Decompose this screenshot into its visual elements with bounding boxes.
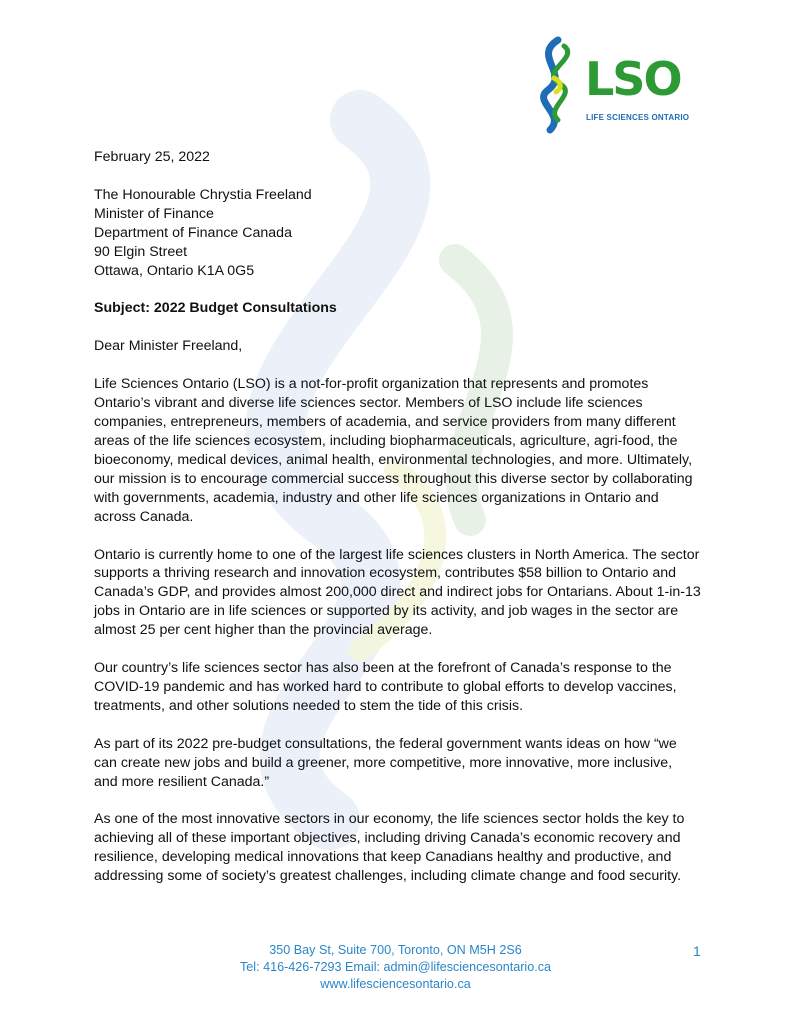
text-line: across Canada. — [94, 508, 194, 525]
text-line: supports a thriving research and innovation ecosystem, contributes $58 billion to Ontario and — [94, 565, 677, 582]
logo-wordmark: LSO — [585, 52, 681, 106]
footer-contact: Tel: 416-426-7293 Email: admin@lifesciencesontario.ca — [240, 960, 551, 974]
text-line: As one of the most innovative sectors in our economy, the life sciences sector holds the key to — [94, 811, 685, 828]
text-line: jobs in Ontario are in life sciences or supported by its activity, and job wages in the sector are — [94, 603, 679, 620]
text-line: can create new jobs and build a greener, more competitive, more innovative, more inclusive, — [94, 754, 673, 771]
text-line: Ontario is currently home to one of the largest life sciences clusters in North America. The sector — [94, 546, 700, 563]
text-line: and more resilient Canada.” — [94, 773, 270, 790]
recipient-line: Minister of Finance — [94, 205, 214, 222]
text-line: resilience, developing medical innovations that keep Canadians healthy and productive, and — [94, 849, 672, 866]
paragraph-ontario-cluster — [94, 546, 706, 641]
paragraph-covid-response — [94, 659, 706, 716]
paragraph-consultations — [94, 735, 706, 792]
paragraph-about-lso — [94, 375, 706, 526]
text-line: Our country’s life sciences sector has also been at the forefront of Canada’s response to the — [94, 660, 672, 677]
text-line: Life Sciences Ontario (LSO) is a not-for-profit organization that represents and promotes — [94, 376, 649, 393]
logo-tagline: LIFE SCIENCES ONTARIO — [586, 113, 690, 122]
text-line: Canada’s GDP, and provides almost 200,000 direct and indirect jobs for Ontarians. About 1-in-13 — [94, 584, 701, 601]
text-line: treatments, and other solutions needed to stem the tide of this crisis. — [94, 697, 524, 714]
subject-line: Subject: 2022 Budget Consultations — [94, 300, 337, 317]
letter-date: February 25, 2022 — [94, 149, 210, 165]
text-line: our mission is to encourage commercial success throughout this diverse sector by collaborating — [94, 470, 693, 487]
text-line: As part of its 2022 pre-budget consultations, the federal government wants ideas on how “we — [94, 735, 677, 752]
page-number: 1 — [693, 943, 701, 959]
recipient-line: 90 Elgin Street — [94, 243, 188, 260]
text-line: with governments, academia, industry and other life sciences organizations in Ontario and — [94, 489, 659, 506]
text-line: areas of the life sciences ecosystem, including biopharmaceuticals, agriculture, agri-food, the — [94, 432, 678, 449]
salutation: Dear Minister Freeland, — [94, 338, 243, 355]
text-line: COVID-19 pandemic and has worked hard to contribute to global efforts to develop vaccines, — [94, 678, 677, 695]
text-line: Ontario’s vibrant and diverse life sciences sector. Members of LSO include life sciences — [94, 395, 643, 412]
text-line: bioeconomy, medical devices, animal health, environmental technologies, and more. Ultimately, — [94, 451, 693, 468]
letterhead-footer — [0, 942, 791, 993]
text-line: addressing some of society’s greatest challenges, including climate change and food security. — [94, 868, 682, 885]
text-line: companies, entrepreneurs, members of academia, and service providers from many different — [94, 414, 676, 431]
recipient-line: Ottawa, Ontario K1A 0G5 — [94, 262, 255, 279]
paragraph-innovation — [94, 810, 706, 886]
text-line: almost 25 per cent higher than the provincial average. — [94, 622, 433, 639]
text-line: achieving all of these important objectives, including driving Canada’s economic recovery and — [94, 830, 681, 847]
letter-body — [94, 148, 706, 905]
recipient-line: The Honourable Chrystia Freeland — [94, 186, 312, 203]
recipient-line: Department of Finance Canada — [94, 224, 292, 241]
footer-address: 350 Bay St, Suite 700, Toronto, ON M5H 2S6 — [269, 943, 522, 957]
footer-website: www.lifesciencesontario.ca — [320, 977, 471, 991]
recipient-address — [94, 186, 706, 281]
